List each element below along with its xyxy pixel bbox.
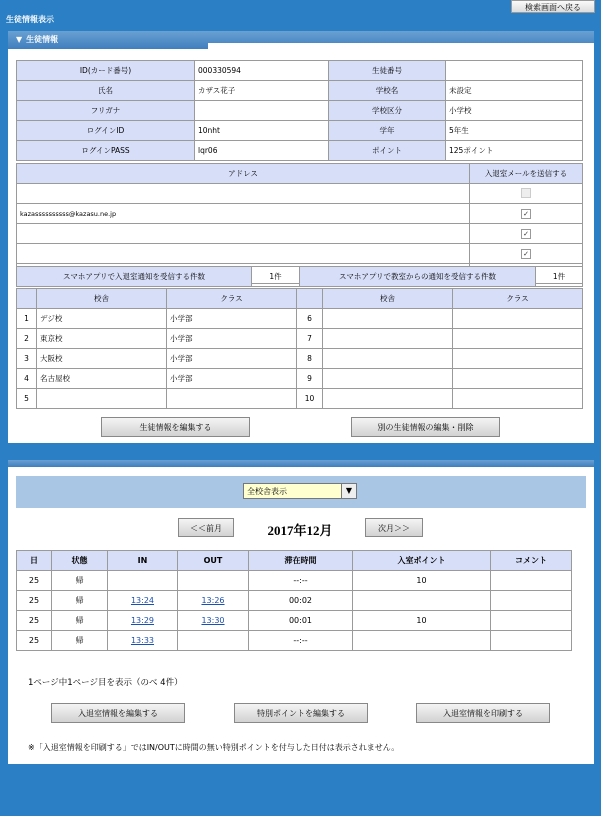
label-grade: 学年 <box>329 121 446 141</box>
label-points: ポイント <box>329 141 446 161</box>
label-name: 氏名 <box>17 81 195 101</box>
app-notify-table <box>16 266 583 287</box>
value-app-notice-count: 1件 <box>536 267 583 287</box>
table-row <box>17 61 583 81</box>
class-cell: 小学部 <box>167 369 297 389</box>
table-header-row <box>17 164 583 184</box>
stay-cell: --:-- <box>249 571 353 591</box>
school-cell: 名古屋校 <box>37 369 167 389</box>
month-label: 2017年12月 <box>267 523 333 538</box>
in-cell <box>108 611 178 631</box>
send-mail-header: 入退室メールを送信する <box>470 164 583 184</box>
label-app-entry-count: スマホアプリで入退室通知を受信する件数 <box>17 267 252 287</box>
class-cell <box>453 309 583 329</box>
table-row <box>17 101 583 121</box>
out-cell <box>178 571 249 591</box>
send-mail-checkbox[interactable]: ✓ <box>521 209 531 219</box>
row-number: 10 <box>297 389 323 409</box>
value-id: 000330594 <box>195 61 329 81</box>
label-login-id: ログインID <box>17 121 195 141</box>
student-info-table <box>16 60 583 161</box>
prev-month-button[interactable]: ＜＜前月 <box>178 518 234 537</box>
out-time-link[interactable]: 13:26 <box>201 596 225 605</box>
value-school-type: 小学校 <box>446 101 583 121</box>
points-cell <box>353 631 491 651</box>
in-cell <box>108 631 178 651</box>
value-student-no <box>446 61 583 81</box>
edit-other-student-button[interactable]: 別の生徒情報の編集・削除 <box>351 417 500 437</box>
email-cell <box>17 184 470 204</box>
out-time-link[interactable]: 13:30 <box>201 616 225 625</box>
label-school-type: 学校区分 <box>329 101 446 121</box>
table-row <box>17 224 583 244</box>
school-header: 校舎 <box>323 289 453 309</box>
school-cell: 東京校 <box>37 329 167 349</box>
value-login-pass: lqr06 <box>195 141 329 161</box>
day-cell: 25 <box>17 591 52 611</box>
school-cell: デジ校 <box>37 309 167 329</box>
send-mail-checkbox[interactable]: ✓ <box>521 249 531 259</box>
stay-cell: --:-- <box>249 631 353 651</box>
row-number: 9 <box>297 369 323 389</box>
table-row <box>17 571 572 591</box>
attendance-panel-header <box>8 460 594 467</box>
out-cell <box>178 611 249 631</box>
edit-student-button[interactable]: 生徒情報を編集する <box>101 417 250 437</box>
edit-attendance-button[interactable]: 入退室情報を編集する <box>51 703 185 723</box>
attendance-table <box>16 550 572 651</box>
stay-cell: 00:01 <box>249 611 353 631</box>
school-filter-value: 全校舎表示 <box>247 487 287 496</box>
student-info-header[interactable] <box>8 31 594 49</box>
school-header: 校舎 <box>37 289 167 309</box>
panel-tab-notch <box>208 43 594 49</box>
table-row <box>17 204 583 224</box>
day-cell: 25 <box>17 631 52 651</box>
label-school-name: 学校名 <box>329 81 446 101</box>
table-row <box>17 81 583 101</box>
email-cell <box>17 224 470 244</box>
column-header: OUT <box>178 551 249 571</box>
day-cell: 25 <box>17 571 52 591</box>
stay-cell: 00:02 <box>249 591 353 611</box>
table-row <box>17 267 583 287</box>
chevron-down-icon[interactable]: ▼ <box>341 484 356 498</box>
label-app-notice-count: スマホアプリで教室からの通知を受信する件数 <box>300 267 536 287</box>
value-login-id: 10nht <box>195 121 329 141</box>
table-row <box>17 369 583 389</box>
class-cell <box>453 369 583 389</box>
value-app-entry-count: 1件 <box>252 267 300 287</box>
class-cell <box>167 389 297 409</box>
table-header-row <box>17 289 583 309</box>
pagination-info: 1ページ中1ページ目を表示（のべ 4件） <box>28 678 183 688</box>
row-number: 6 <box>297 309 323 329</box>
value-furigana <box>195 101 329 121</box>
table-row <box>17 184 583 204</box>
table-row <box>17 309 583 329</box>
collapse-triangle-icon[interactable]: ▼ <box>16 35 23 44</box>
column-header: 滞在時間 <box>249 551 353 571</box>
table-header-row <box>17 551 572 571</box>
table-row <box>17 591 572 611</box>
row-number: 3 <box>17 349 37 369</box>
value-name: カザス花子 <box>195 81 329 101</box>
in-time-link[interactable]: 13:24 <box>130 596 155 605</box>
next-month-button[interactable]: 次月＞＞ <box>365 518 423 537</box>
row-number: 4 <box>17 369 37 389</box>
points-cell <box>353 591 491 611</box>
class-header: クラス <box>453 289 583 309</box>
send-mail-checkbox[interactable] <box>521 188 531 198</box>
school-cell <box>37 389 167 409</box>
send-mail-checkbox[interactable]: ✓ <box>521 229 531 239</box>
class-cell <box>453 329 583 349</box>
comment-cell <box>491 591 572 611</box>
edit-special-points-button[interactable]: 特別ポイントを編集する <box>234 703 368 723</box>
school-cell: 大阪校 <box>37 349 167 369</box>
school-cell <box>323 389 453 409</box>
points-cell: 10 <box>353 571 491 591</box>
table-row <box>17 244 583 264</box>
status-cell: 帰 <box>52 591 108 611</box>
in-cell <box>108 571 178 591</box>
school-class-table <box>16 288 583 409</box>
class-cell: 小学部 <box>167 349 297 369</box>
row-number: 1 <box>17 309 37 329</box>
in-cell <box>108 591 178 611</box>
class-cell: 小学部 <box>167 309 297 329</box>
column-header: コメント <box>491 551 572 571</box>
school-cell <box>323 329 453 349</box>
email-cell: kazassssssssss@kazasu.ne.jp <box>17 204 470 224</box>
table-row <box>17 121 583 141</box>
column-header: 日 <box>17 551 52 571</box>
page-title: 生徒情報表示 <box>6 15 54 24</box>
print-attendance-button[interactable]: 入退室情報を印刷する <box>416 703 550 723</box>
row-number: 7 <box>297 329 323 349</box>
in-time-link[interactable]: 13:29 <box>130 616 155 625</box>
table-row <box>17 611 572 631</box>
label-furigana: フリガナ <box>17 101 195 121</box>
column-header: 入室ポイント <box>353 551 491 571</box>
out-cell <box>178 631 249 651</box>
school-cell <box>323 369 453 389</box>
label-login-pass: ログインPASS <box>17 141 195 161</box>
email-cell <box>17 244 470 264</box>
row-number: 2 <box>17 329 37 349</box>
in-time-link[interactable]: 13:33 <box>130 636 155 645</box>
back-to-search-button[interactable]: 検索画面へ戻る <box>511 0 595 13</box>
row-number: 8 <box>297 349 323 369</box>
column-header: IN <box>108 551 178 571</box>
school-filter-select[interactable] <box>243 483 357 499</box>
class-header: クラス <box>167 289 297 309</box>
value-points: 125ポイント <box>446 141 583 161</box>
label-student-no: 生徒番号 <box>329 61 446 81</box>
status-cell: 帰 <box>52 631 108 651</box>
status-cell: 帰 <box>52 611 108 631</box>
table-row <box>17 141 583 161</box>
comment-cell <box>491 571 572 591</box>
table-row <box>17 631 572 651</box>
school-cell <box>323 349 453 369</box>
value-school-name: 未設定 <box>446 81 583 101</box>
table-row <box>17 349 583 369</box>
day-cell: 25 <box>17 611 52 631</box>
class-cell <box>453 349 583 369</box>
class-cell <box>453 389 583 409</box>
table-row <box>17 329 583 349</box>
status-cell: 帰 <box>52 571 108 591</box>
row-number: 5 <box>17 389 37 409</box>
label-id: ID(カード番号) <box>17 61 195 81</box>
panel-title: 生徒情報 <box>26 35 59 44</box>
address-header: アドレス <box>17 164 470 184</box>
class-cell: 小学部 <box>167 329 297 349</box>
print-note: ※「入退室情報を印刷する」ではIN/OUTに時間の無い特別ポイントを付与した日付は表示されません。 <box>28 743 400 752</box>
column-header: 状態 <box>52 551 108 571</box>
out-cell <box>178 591 249 611</box>
table-row <box>17 389 583 409</box>
comment-cell <box>491 611 572 631</box>
comment-cell <box>491 631 572 651</box>
school-cell <box>323 309 453 329</box>
points-cell: 10 <box>353 611 491 631</box>
value-grade: 5年生 <box>446 121 583 141</box>
